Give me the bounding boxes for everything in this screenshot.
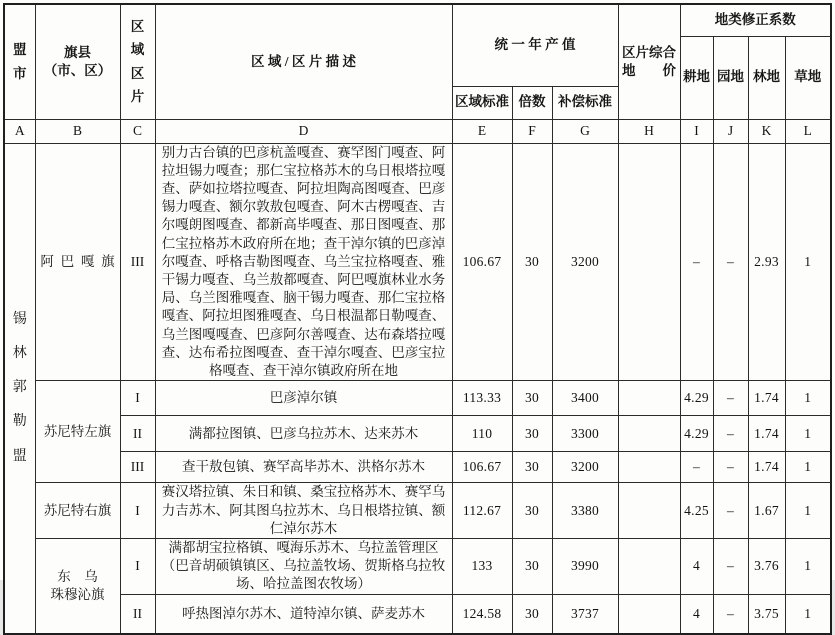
coef-forest-value: 3.76: [748, 539, 785, 595]
region-standard-value: 112.67: [452, 483, 512, 539]
coef-garden-value: –: [713, 381, 748, 416]
col-letter-d: D: [155, 119, 452, 143]
compensation-standards-table: [3, 3, 832, 635]
banner-cell: [35, 143, 120, 381]
zone-description: 巴彦淖尔镇: [155, 381, 452, 416]
banner-cell: 苏尼特右旗: [35, 483, 120, 539]
header-coef-grass: 草地: [785, 36, 831, 119]
col-letter-l: L: [785, 119, 831, 143]
zone-price-value: [618, 594, 680, 634]
coef-cultivated-value: 4: [680, 594, 713, 634]
zone-cell: I: [120, 539, 155, 595]
col-letter-f: F: [512, 119, 552, 143]
header-region-standard: 区域标准: [452, 86, 512, 119]
zone-cell: I: [120, 381, 155, 416]
header-description: 区 域 / 区 片 描 述: [155, 4, 452, 119]
zone-price-value: [618, 381, 680, 416]
coef-cultivated-value: 4.25: [680, 483, 713, 539]
zone-cell: III: [120, 452, 155, 483]
zone-price-value: [618, 452, 680, 483]
coef-grass-value: 1: [785, 594, 831, 634]
header-coef-forest: 林地: [748, 36, 785, 119]
coef-grass-value: 1: [785, 539, 831, 595]
coef-forest-value: 1.74: [748, 452, 785, 483]
zone-description: 别力古台镇的巴彦杭盖嘎查、赛罕图门嘎查、阿拉坦锡力嘎查；那仁宝拉格苏木的乌日根塔拉嘎查、萨如拉塔拉嘎查、阿拉坦陶高图嘎查、巴彦锡力嘎查、额尔敦敖包嘎查、阿木古楞嘎查、吉尔嘎朗图嘎查、都新高毕嘎查、那日图嘎查、那仁宝拉格苏木政府所在地；查干淖尔镇的巴彦淖尔嘎查、呼格吉勒图嘎查、乌兰宝拉格嘎查、雅干锡力嘎查、乌兰敖都嘎查、阿巴嘎旗林业水务局、乌兰图雅嘎查、脑干锡力嘎查、那仁宝拉格嘎查、阿拉坦图雅嘎查、乌日根温都日勒嘎查、乌兰图嘎嘎查、巴彦阿尔善嘎查、达布森塔拉嘎查、达布希拉图嘎查、查干淖尔嘎查、巴彦宝拉格嘎查、查干淖尔镇政府所在地: [155, 143, 452, 381]
coef-garden-value: –: [713, 539, 748, 595]
zone-cell: I: [120, 483, 155, 539]
banner-cell: 东 乌 珠穆沁旗: [35, 539, 120, 635]
col-letter-a: A: [4, 119, 35, 143]
header-coefficient-group: 地类修正系数: [680, 4, 831, 36]
col-letter-g: G: [552, 119, 618, 143]
coef-forest-value: 3.75: [748, 594, 785, 634]
header-zone-price: 区片综合 地 价: [618, 4, 680, 119]
header-league: [4, 4, 35, 119]
header-unified-output-group: 统 一 年 产 值: [452, 4, 618, 86]
multiplier-value: 30: [512, 143, 552, 381]
header-banner: 旗县 （市、区）: [35, 4, 120, 119]
region-standard-value: 133: [452, 539, 512, 595]
coef-cultivated-value: 4.29: [680, 381, 713, 416]
header-compensation-standard: 补偿标准: [552, 86, 618, 119]
league-cell: [4, 143, 35, 634]
table-row: [4, 143, 831, 381]
league-name: 锡林郭勒盟: [12, 311, 27, 464]
table-row: [4, 381, 831, 416]
multiplier-value: 30: [512, 416, 552, 452]
coef-grass-value: 1: [785, 143, 831, 381]
coef-forest-value: 1.67: [748, 483, 785, 539]
multiplier-value: 30: [512, 381, 552, 416]
coef-garden-value: –: [713, 483, 748, 539]
table-row: [4, 539, 831, 595]
compensation-value: 3200: [552, 143, 618, 381]
zone-description: 赛汉塔拉镇、朱日和镇、桑宝拉格苏木、赛罕乌力吉苏木、阿其图乌拉苏木、乌日根塔拉镇、额仁淖尔苏木: [155, 483, 452, 539]
table-row: [4, 452, 831, 483]
header-coef-garden: 园地: [713, 36, 748, 119]
column-letter-row: [4, 119, 831, 143]
zone-price-value: [618, 539, 680, 595]
header-coef-cultivated: 耕地: [680, 36, 713, 119]
header-zone-label: 区域区片: [130, 18, 145, 105]
banner-name: 阿巴嘎旗: [40, 253, 122, 269]
compensation-value: 3737: [552, 594, 618, 634]
col-letter-c: C: [120, 119, 155, 143]
region-standard-value: 110: [452, 416, 512, 452]
compensation-value: 3990: [552, 539, 618, 595]
banner-cell: 苏尼特左旗: [35, 381, 120, 483]
zone-description: 呼热图淖尔苏木、道特淖尔镇、萨麦苏木: [155, 594, 452, 634]
col-letter-e: E: [452, 119, 512, 143]
col-letter-j: J: [713, 119, 748, 143]
header-league-label: 盟市: [12, 42, 27, 81]
coef-garden-value: –: [713, 594, 748, 634]
multiplier-value: 30: [512, 594, 552, 634]
col-letter-i: I: [680, 119, 713, 143]
table-row: [4, 483, 831, 539]
zone-description: 满都拉图镇、巴彦乌拉苏木、达来苏木: [155, 416, 452, 452]
header-row-1: [4, 4, 831, 36]
zone-cell: III: [120, 143, 155, 381]
multiplier-value: 30: [512, 483, 552, 539]
coef-garden-value: –: [713, 143, 748, 381]
region-standard-value: 124.58: [452, 594, 512, 634]
table-row: [4, 594, 831, 634]
header-multiplier: 倍数: [512, 86, 552, 119]
coef-cultivated-value: –: [680, 452, 713, 483]
region-standard-value: 106.67: [452, 452, 512, 483]
coef-garden-value: –: [713, 452, 748, 483]
coef-grass-value: 1: [785, 381, 831, 416]
zone-cell: II: [120, 594, 155, 634]
coef-forest-value: 1.74: [748, 381, 785, 416]
compensation-value: 3380: [552, 483, 618, 539]
zone-price-value: [618, 143, 680, 381]
col-letter-b: B: [35, 119, 120, 143]
coef-garden-value: –: [713, 416, 748, 452]
col-letter-k: K: [748, 119, 785, 143]
compensation-value: 3200: [552, 452, 618, 483]
header-zone: [120, 4, 155, 119]
multiplier-value: 30: [512, 539, 552, 595]
coef-forest-value: 1.74: [748, 416, 785, 452]
zone-description: 满都胡宝拉格镇、嘎海乐苏木、乌拉盖管理区（巴音胡硕镇镇区、乌拉盖牧场、贺斯格乌拉牧场、哈拉盖图农牧场）: [155, 539, 452, 595]
coef-grass-value: 1: [785, 483, 831, 539]
coef-cultivated-value: –: [680, 143, 713, 381]
coef-grass-value: 1: [785, 452, 831, 483]
multiplier-value: 30: [512, 452, 552, 483]
compensation-value: 3300: [552, 416, 618, 452]
zone-price-value: [618, 416, 680, 452]
zone-description: 查干敖包镇、赛罕高毕苏木、洪格尔苏木: [155, 452, 452, 483]
zone-cell: II: [120, 416, 155, 452]
region-standard-value: 106.67: [452, 143, 512, 381]
coef-grass-value: 1: [785, 416, 831, 452]
table-row: [4, 416, 831, 452]
coef-cultivated-value: 4: [680, 539, 713, 595]
region-standard-value: 113.33: [452, 381, 512, 416]
col-letter-h: H: [618, 119, 680, 143]
coef-cultivated-value: 4.29: [680, 416, 713, 452]
zone-price-value: [618, 483, 680, 539]
coef-forest-value: 2.93: [748, 143, 785, 381]
compensation-value: 3400: [552, 381, 618, 416]
